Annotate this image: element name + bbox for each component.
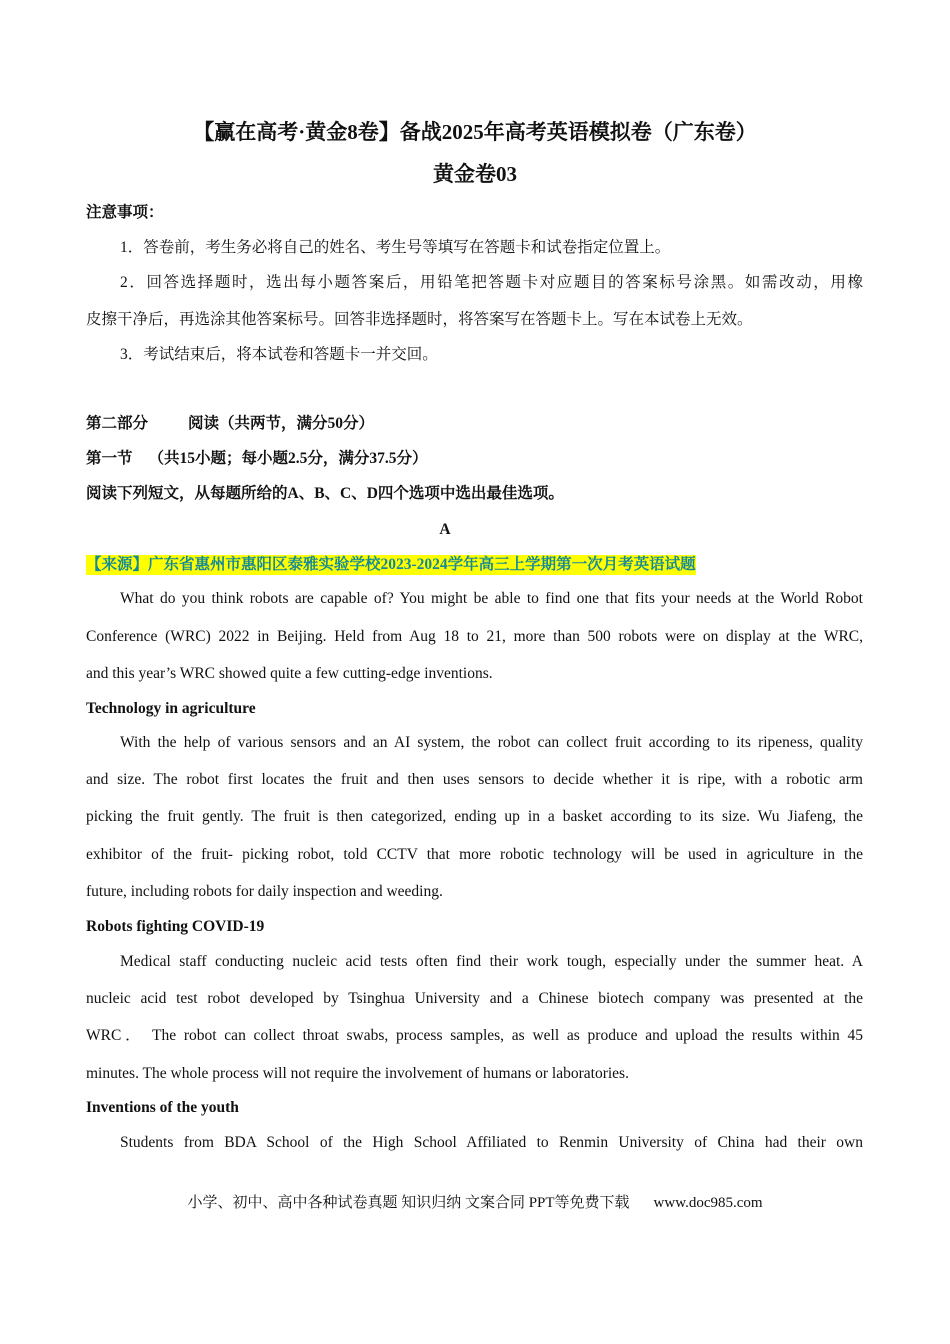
notice-item-3: 3．考试结束后，将本试卷和答题卡一并交回。	[120, 346, 438, 363]
footer-text: 小学、初中、高中各种试卷真题 知识归纳 文案合同 PPT等免费下载	[187, 1195, 630, 1211]
paragraph-line: With the help of various sensors and an AI system, the robot can collect fruit according to its ripeness, quality	[120, 734, 863, 751]
paragraph-line: Medical staff conducting nucleic acid tests often find their work tough, especially under the summer heat. A	[120, 953, 863, 970]
part-heading	[86, 414, 863, 434]
source-highlight: 【来源】广东省惠州市惠阳区泰雅实验学校2023-2024学年高三上学期第一次月考英语试题	[86, 556, 696, 573]
document-subtitle: 黄金卷03	[433, 162, 517, 186]
document-title: 【赢在高考·黄金8卷】备战2025年高考英语模拟卷（广东卷）	[193, 120, 757, 144]
subheading-agriculture: Technology in agriculture	[86, 700, 256, 717]
paragraph-line: Conference (WRC) 2022 in Beijing. Held from Aug 18 to 21, more than 500 robots were on display at the WRC,	[86, 628, 863, 645]
subheading-youth: Inventions of the youth	[86, 1099, 239, 1116]
sub-heading	[86, 449, 863, 469]
paragraph-line: and this year’s WRC showed quite a few cutting-edge inventions.	[86, 665, 493, 682]
paragraph-line: What do you think robots are capable of? You might be able to find one that fits your needs at the World Robot	[120, 590, 863, 607]
paragraph-line: minutes. The whole process will not require the involvement of humans or laboratories.	[86, 1065, 629, 1082]
footer-website: www.doc985.com	[653, 1195, 763, 1211]
notice-item-1: 1．答卷前，考生务必将自己的姓名、考生号等填写在答题卡和试卷指定位置上。	[120, 239, 671, 256]
sub-label: 第一节	[86, 450, 133, 467]
passage-label: A	[439, 521, 451, 538]
part-label: 第二部分	[86, 415, 149, 432]
notice-item-2-cont: 皮擦干净后，再选涂其他答案标号。回答非选择题时，将答案写在答题卡上。写在本试卷上无效。	[86, 311, 753, 328]
paragraph-line: and size. The robot first locates the fruit and then uses sensors to decide whether it is ripe, with a robotic arm	[86, 771, 863, 788]
notice-item-2: 2．回答选择题时，选出每小题答案后，用铅笔把答题卡对应题目的答案标号涂黑。如需改动，用橡	[120, 274, 863, 291]
paragraph-line: future, including robots for daily inspection and weeding.	[86, 883, 443, 900]
paragraph-line: picking the fruit gently. The fruit is then categorized, ending up in a basket according to its size. Wu Jiafeng, the	[86, 808, 863, 825]
paragraph-line: WRC． The robot can collect throat swabs, process samples, as well as produce and upload the results within 45	[86, 1027, 863, 1044]
paragraph-line: Students from BDA School of the High School Affiliated to Renmin University of China had their own	[120, 1134, 863, 1151]
part-title: 阅读（共两节，满分50分）	[188, 415, 375, 432]
subheading-covid: Robots fighting COVID-19	[86, 918, 265, 935]
instruction: 阅读下列短文，从每题所给的A、B、C、D四个选项中选出最佳选项。	[86, 485, 564, 502]
notice-heading: 注意事项：	[86, 204, 164, 221]
page-footer	[0, 1191, 950, 1212]
paragraph-line: nucleic acid test robot developed by Tsinghua University and a Chinese biotech company was presented at the	[86, 990, 863, 1007]
sub-title: （共15小题；每小题2.5分，满分37.5分）	[148, 450, 428, 467]
paragraph-line: exhibitor of the fruit- picking robot, told CCTV that more robotic technology will be used in agriculture in the	[86, 846, 863, 863]
